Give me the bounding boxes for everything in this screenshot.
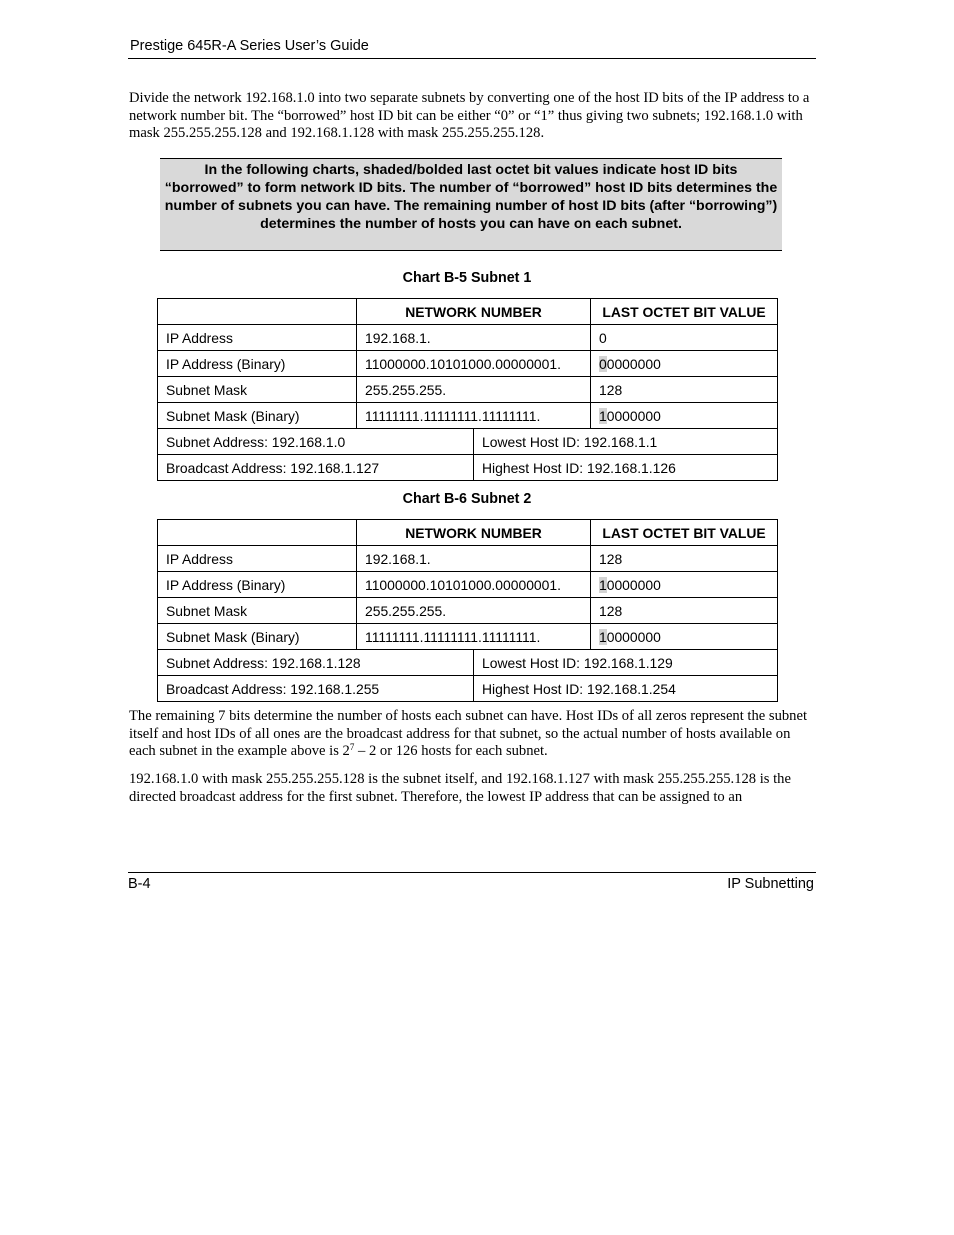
table-row bbox=[158, 403, 778, 429]
exponent: 7 bbox=[349, 742, 355, 753]
bit-value bbox=[591, 598, 778, 624]
page-number: B-4 bbox=[128, 876, 151, 892]
note-text: In the following charts, shaded/bolded last octet bit values indicate host ID bits “borrowed” to form network ID bits. The number of “borrowed” host ID bits determines the number of subnets you can have. The remaining number of host ID bits (after “borrowing”) determines the number of hosts you can have on each subnet. bbox=[164, 162, 778, 232]
network-value: 11111111.11111111.11111111. bbox=[357, 403, 591, 429]
bit-value-rest: 0000000 bbox=[606, 576, 661, 593]
network-value: 192.168.1. bbox=[357, 546, 591, 572]
bit-value bbox=[591, 624, 778, 650]
subnet-address: Subnet Address: 192.168.1.128 bbox=[158, 650, 474, 676]
network-value: 255.255.255. bbox=[357, 598, 591, 624]
bit-value-rest: 0000000 bbox=[606, 355, 661, 372]
bit-value-text: 0 bbox=[599, 329, 607, 346]
row-label: Subnet Mask bbox=[158, 377, 357, 403]
hosts-text: The remaining 7 bits determine the number of hosts each subnet can have. Host IDs of all zeros represent the subnet itself and host IDs of all ones are the broadcast address for that subnet, so the actual number of hosts available on each subnet in the example above is 2 bbox=[129, 708, 807, 760]
bit-value-rest: 0000000 bbox=[606, 407, 661, 424]
table-row bbox=[158, 546, 778, 572]
note-box bbox=[160, 158, 782, 251]
network-value: 192.168.1. bbox=[357, 325, 591, 351]
borrowed-bit: 1 bbox=[599, 407, 607, 424]
bit-value-text: 128 bbox=[599, 381, 623, 398]
row-label: Subnet Mask bbox=[158, 598, 357, 624]
row-label: Subnet Mask (Binary) bbox=[158, 624, 357, 650]
table-header-row bbox=[158, 520, 778, 546]
table-row bbox=[158, 572, 778, 598]
table-row bbox=[158, 650, 778, 676]
network-value: 255.255.255. bbox=[357, 377, 591, 403]
subnet-table bbox=[157, 298, 778, 481]
header-cell: NETWORK NUMBER bbox=[357, 299, 591, 325]
header-cell: LAST OCTET BIT VALUE bbox=[591, 299, 778, 325]
broadcast-address: Broadcast Address: 192.168.1.255 bbox=[158, 676, 474, 702]
borrowed-bit: 1 bbox=[599, 576, 607, 593]
section-title: IP Subnetting bbox=[727, 876, 814, 892]
row-label: Subnet Mask (Binary) bbox=[158, 403, 357, 429]
bit-value bbox=[591, 403, 778, 429]
bit-value-text: 128 bbox=[599, 602, 623, 619]
bit-value bbox=[591, 377, 778, 403]
bit-value bbox=[591, 546, 778, 572]
table-row bbox=[158, 429, 778, 455]
hosts-paragraph bbox=[129, 708, 819, 761]
subnet-address: Subnet Address: 192.168.1.0 bbox=[158, 429, 474, 455]
bit-value bbox=[591, 325, 778, 351]
broadcast-paragraph: 192.168.1.0 with mask 255.255.255.128 is the subnet itself, and 192.168.1.127 with mask 255.255.255.128 is the directed broadcast address for the first subnet. Therefore, the lowest IP address that can be assigned to an bbox=[129, 771, 791, 805]
table-header-row bbox=[158, 299, 778, 325]
header-cell: LAST OCTET BIT VALUE bbox=[591, 520, 778, 546]
bit-value-rest: 0000000 bbox=[606, 628, 661, 645]
highest-host-id: Highest Host ID: 192.168.1.126 bbox=[474, 455, 778, 481]
table-row bbox=[158, 377, 778, 403]
row-label: IP Address (Binary) bbox=[158, 572, 357, 598]
borrowed-bit: 1 bbox=[599, 628, 607, 645]
chart-caption: Chart B-6 Subnet 2 bbox=[402, 491, 532, 507]
header-cell bbox=[158, 299, 357, 325]
page-footer bbox=[128, 872, 816, 897]
subnet-table bbox=[157, 519, 778, 702]
highest-host-id: Highest Host ID: 192.168.1.254 bbox=[474, 676, 778, 702]
table-row bbox=[158, 325, 778, 351]
table-row bbox=[158, 598, 778, 624]
row-label: IP Address (Binary) bbox=[158, 351, 357, 377]
chart-caption: Chart B-5 Subnet 1 bbox=[402, 270, 532, 286]
broadcast-address: Broadcast Address: 192.168.1.127 bbox=[158, 455, 474, 481]
network-value: 11111111.11111111.11111111. bbox=[357, 624, 591, 650]
network-value: 11000000.10101000.00000001. bbox=[357, 351, 591, 377]
bit-value bbox=[591, 351, 778, 377]
table-row bbox=[158, 676, 778, 702]
lowest-host-id: Lowest Host ID: 192.168.1.1 bbox=[474, 429, 778, 455]
table-row bbox=[158, 624, 778, 650]
bit-value-text: 128 bbox=[599, 550, 623, 567]
row-label: IP Address bbox=[158, 546, 357, 572]
document-title: Prestige 645R-A Series User’s Guide bbox=[130, 38, 369, 54]
bit-value bbox=[591, 572, 778, 598]
lowest-host-id: Lowest Host ID: 192.168.1.129 bbox=[474, 650, 778, 676]
header-cell bbox=[158, 520, 357, 546]
table-row bbox=[158, 351, 778, 377]
borrowed-bit: 0 bbox=[599, 355, 607, 372]
intro-paragraph: Divide the network 192.168.1.0 into two separate subnets by converting one of the host ID bits of the IP address to a network number bit. The “borrowed” host ID bit can be either “0” or “1” thus giving two subnets; 192.168.1.0 with mask 255.255.255.128 and 192.168.1.128 with mask 255.255.255.128. bbox=[129, 90, 810, 142]
network-value: 11000000.10101000.00000001. bbox=[357, 572, 591, 598]
hosts-text-end: – 2 or 126 hosts for each subnet. bbox=[354, 743, 548, 760]
header-cell: NETWORK NUMBER bbox=[357, 520, 591, 546]
table-row bbox=[158, 455, 778, 481]
page-header bbox=[128, 37, 816, 59]
row-label: IP Address bbox=[158, 325, 357, 351]
